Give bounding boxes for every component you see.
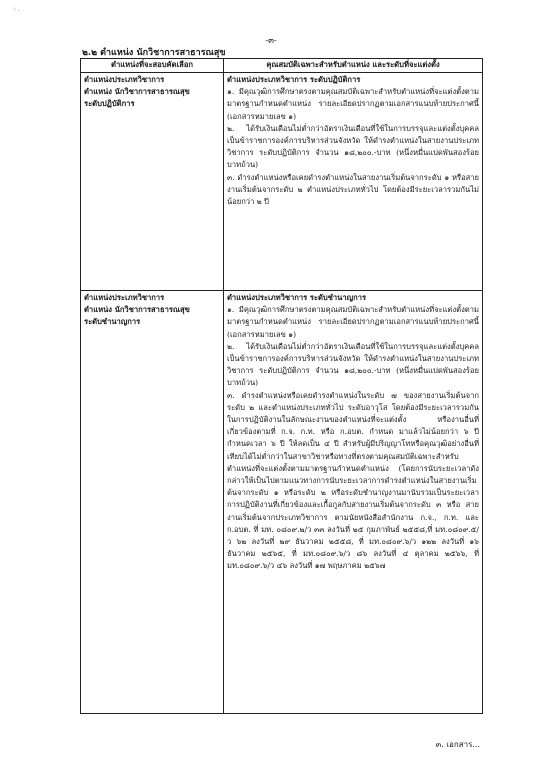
section-heading: ๒.๒ ตำแหน่ง นักวิชาการสาธารณสุข bbox=[82, 48, 226, 58]
page-number: -๓- bbox=[265, 36, 277, 46]
continuation-note: ๓. เอกสาร... bbox=[435, 740, 480, 749]
position-level: ระดับชำนาญการ bbox=[84, 317, 141, 327]
position-type: ตำแหน่งประเภทวิชาการ bbox=[84, 293, 165, 302]
position-level: ระดับปฏิบัติการ bbox=[84, 99, 135, 109]
qualification-cell bbox=[224, 291, 483, 714]
header-position: ตำแหน่งที่จะสอบคัดเลือก bbox=[81, 59, 224, 73]
level-title: ตำแหน่งประเภทวิชาการ ระดับชำนาญการ bbox=[227, 293, 367, 302]
qualification-item: ๓. ดำรงตำแหน่งหรือเคยดำรงตำแหน่งในสายงานเริ่มต้นจากระดับ ๑ หรือสายงานเริ่มต้นจากระดับ ๒ ตำแหน่งประเภททั่วไป โดยต้องมีระยะเวลารวมกันไม่น้อยกว่า ๒ ปี bbox=[227, 172, 479, 207]
position-cell bbox=[81, 291, 224, 714]
table-row bbox=[81, 73, 483, 291]
qualification-item: ๑. มีคุณวุฒิการศึกษาตรงตามคุณสมบัติเฉพาะสำหรับตำแหน่งที่จะแต่งตั้งตามมาตรฐานกำหนดตำแหน่ง รายละเอียดปรากฏตามเอกสารแนบท้ายประกาศนี้ (เอกสารหมายเลข ๑) bbox=[227, 305, 479, 339]
qualification-item: ๑. มีคุณวุฒิการศึกษาตรงตามคุณสมบัติเฉพาะสำหรับตำแหน่งที่จะแต่งตั้งตามมาตรฐานกำหนดตำแหน่ง รายละเอียดปรากฏตามเอกสารแนบท้ายประกาศนี้ (เอกสารหมายเลข ๑) bbox=[227, 87, 479, 121]
level-title: ตำแหน่งประเภทวิชาการ ระดับปฏิบัติการ bbox=[227, 75, 361, 84]
header-qualification: คุณสมบัติเฉพาะสำหรับตำแหน่ง และระดับที่จะแต่งตั้ง bbox=[224, 59, 483, 73]
qualification-item: ๒. ได้รับเงินเดือนไม่ต่ำกว่าอัตราเงินเดือนที่ใช้ในการบรรจุและแต่งตั้งบุคคลเป็นข้าราชการองค์การบริหารส่วนจังหวัด ให้ดำรงตำแหน่งในสายงานประเภทวิชาการ ระดับปฏิบัติการ จำนวน ๑๘,๒๐๐.-บาท (หนึ่งหมื่นแปดพันสองร้อยบาทถ้วน) bbox=[227, 341, 479, 388]
qualification-cell bbox=[224, 73, 483, 291]
qualification-item: ๓. ดำรงตำแหน่งหรือเคยดำรงตำแหน่งในระดับ ๗ ของสายงานเริ่มต้นจากระดับ ๒ และตำแหน่งประเภททั่วไป ระดับอาวุโส โดยต้องมีระยะเวลารวมกันในการปฏิบัติงานในลักษณะงานของตำแหน่งที่จะแต่งตั้ง หรืองานอื่นที่เกี่ยวข้องตามที่ ก.จ. ก.ท. หรือ ก.อบต. กำหนด มาแล้วไม่น้อยกว่า ๖ ปี กำหนดเวลา ๖ ปี ให้ลดเป็น ๔ ปี สำหรับผู้มีปริญญาโทหรือคุณวุฒิอย่างอื่นที่เทียบได้ไม่ต่ำกว่าในสาขาวิชาหรือทางที่ตรงตามคุณสมบัติเฉพาะสำหรับตำแหน่งที่จะแต่งตั้งตามมาตรฐานกำหนดตำแหน่ง (โดยการนับระยะเวลาดังกล่าวให้เป็นไปตามแนวทางการนับระยะเวลาการดำรงตำแหน่งในสายงานเริ่มต้นจากระดับ ๑ หรือระดับ ๒ หรือระดับชำนาญงานมานับรวมเป็นระยะเวลาการปฏิบัติงานที่เกี่ยวข้องและเกื้อกูลกับสายงานเริ่มต้นจากระดับ ๓ หรือ สายงานเริ่มต้นจากประเภทวิชาการ ตามนัยหนังสือสำนักงาน ก.จ., ก.ท. และ ก.อบต. ที่ มท. ๐๘๐๙.๒/ว ๓๓ ลงวันที่ ๒๕ กุมภาพันธ์ ๒๕๕๘,ที่ มท.๐๘๐๙.๕/ว ๖๒ ลงวันที่ ๒๙ ธันวาคม ๒๕๕๘, ที่ มท.๐๘๐๙.๖/ว ๑๒๒ ลงวันที่ ๑๖ ธันวาคม ๒๕๖๕, ที่ มท.๐๘๐๙.๖/ว ๘๖ ลงวันที่ ๔ ตุลาคม ๒๕๖๖, ที่ มท.๐๘๐๙.๖/ว ๔๖ ลงวันที่ ๑๗ พฤษภาคม ๒๕๖๗ bbox=[227, 390, 479, 571]
scan-artifact: ·̈ · bbox=[14, 8, 20, 15]
position-type: ตำแหน่งประเภทวิชาการ bbox=[84, 75, 165, 84]
table-header-row bbox=[81, 59, 483, 73]
position-name: ตำแหน่ง นักวิชาการสาธารณสุข bbox=[84, 87, 190, 97]
position-name: ตำแหน่ง นักวิชาการสาธารณสุข bbox=[84, 305, 190, 315]
qualification-table bbox=[80, 58, 483, 714]
table-row bbox=[81, 291, 483, 714]
qualification-item: ๒. ได้รับเงินเดือนไม่ต่ำกว่าอัตราเงินเดือนที่ใช้ในการบรรจุและแต่งตั้งบุคคลเป็นข้าราชการองค์การบริหารส่วนจังหวัด ให้ดำรงตำแหน่งในสายงานประเภทวิชาการ ระดับปฏิบัติการ จำนวน ๑๘,๒๐๐.-บาท (หนึ่งหมื่นแปดพันสองร้อยบาทถ้วน) bbox=[227, 123, 479, 170]
position-cell bbox=[81, 73, 224, 291]
